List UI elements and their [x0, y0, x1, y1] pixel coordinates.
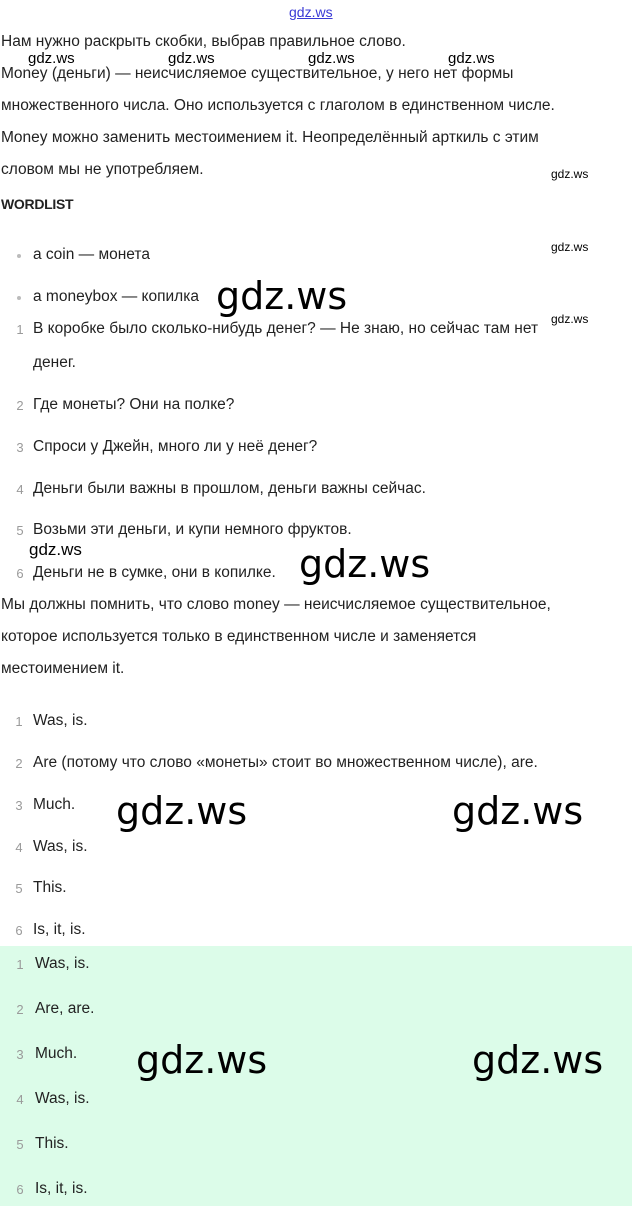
intro-line: множественного числа. Оно используется с глаголом в единственном числе. [1, 97, 555, 114]
list-number: 6 [16, 1182, 24, 1197]
translation-item: Деньги не в сумке, они в копилке. [33, 564, 276, 581]
site-link[interactable]: gdz.ws [289, 4, 333, 20]
watermark: gdz.ws [448, 50, 495, 67]
watermark: gdz.ws [551, 167, 589, 181]
bullet-icon [17, 296, 21, 300]
final-answer-item: This. [35, 1135, 69, 1152]
wordlist-item: a moneybox — копилка [33, 288, 199, 305]
intro-line: Money можно заменить местоимением it. Неопределённый арткиль с этим [1, 129, 539, 146]
watermark: gdz.ws [472, 1038, 604, 1082]
watermark: gdz.ws [136, 1038, 268, 1082]
list-number: 4 [16, 1092, 24, 1107]
rule-line: местоимением it. [1, 660, 125, 677]
watermark: gdz.ws [452, 789, 584, 833]
list-number: 5 [16, 1137, 24, 1152]
rule-line: Мы должны помнить, что слово money — неисчисляемое существительное, [1, 596, 551, 613]
list-number: 5 [16, 523, 24, 538]
final-answer-item: Are, are. [35, 1000, 95, 1017]
list-number: 6 [16, 566, 24, 581]
translation-item-continuation: денег. [33, 354, 76, 371]
translation-item: Спроси у Джейн, много ли у неё денег? [33, 438, 318, 455]
answer-item: Are (потому что слово «монеты» стоит во множественном числе), are. [33, 754, 538, 771]
watermark: gdz.ws [308, 50, 355, 67]
list-number: 2 [16, 1002, 24, 1017]
list-number: 3 [15, 798, 23, 813]
rule-line: которое используется только в единственном числе и заменяется [1, 628, 477, 645]
watermark: gdz.ws [29, 540, 82, 559]
watermark: gdz.ws [168, 50, 215, 67]
list-number: 3 [16, 440, 24, 455]
intro-line: словом мы не употребляем. [1, 161, 204, 178]
intro-line: Нам нужно раскрыть скобки, выбрав правильное слово. [1, 33, 406, 50]
answer-item: Is, it, is. [33, 921, 86, 938]
watermark: gdz.ws [28, 50, 75, 67]
watermark: gdz.ws [551, 240, 589, 254]
bullet-icon [17, 254, 21, 258]
translation-item: В коробке было сколько-нибудь денег? — Не знаю, но сейчас там нет [33, 320, 539, 337]
final-answer-item: Is, it, is. [35, 1180, 88, 1197]
wordlist-heading: WORDLIST [1, 196, 74, 212]
list-number: 4 [15, 840, 23, 855]
list-number: 3 [16, 1047, 24, 1062]
watermark: gdz.ws [299, 542, 431, 586]
list-number: 1 [16, 322, 24, 337]
watermark: gdz.ws [116, 789, 248, 833]
wordlist-item: a coin — монета [33, 246, 150, 263]
answer-item: Was, is. [33, 712, 88, 729]
final-answer-item: Was, is. [35, 1090, 90, 1107]
translation-item: Деньги были важны в прошлом, деньги важны сейчас. [33, 480, 426, 497]
translation-item: Где монеты? Они на полке? [33, 396, 235, 413]
final-answer-item: Much. [35, 1045, 78, 1062]
final-answer-item: Was, is. [35, 955, 90, 972]
list-number: 2 [16, 398, 24, 413]
list-number: 1 [16, 957, 24, 972]
translation-item: Возьми эти деньги, и купи немного фруктов. [33, 521, 352, 538]
answer-item: This. [33, 879, 67, 896]
list-number: 5 [15, 881, 23, 896]
list-number: 1 [15, 714, 23, 729]
intro-line: Money (деньги) — неисчисляемое существительное, у него нет формы [1, 65, 514, 82]
answer-item: Was, is. [33, 838, 88, 855]
watermark: gdz.ws [216, 274, 348, 318]
list-number: 6 [15, 923, 23, 938]
watermark: gdz.ws [551, 312, 589, 326]
list-number: 2 [15, 756, 23, 771]
answer-item: Much. [33, 796, 76, 813]
rule-paragraph [1, 589, 631, 685]
list-number: 4 [16, 482, 24, 497]
